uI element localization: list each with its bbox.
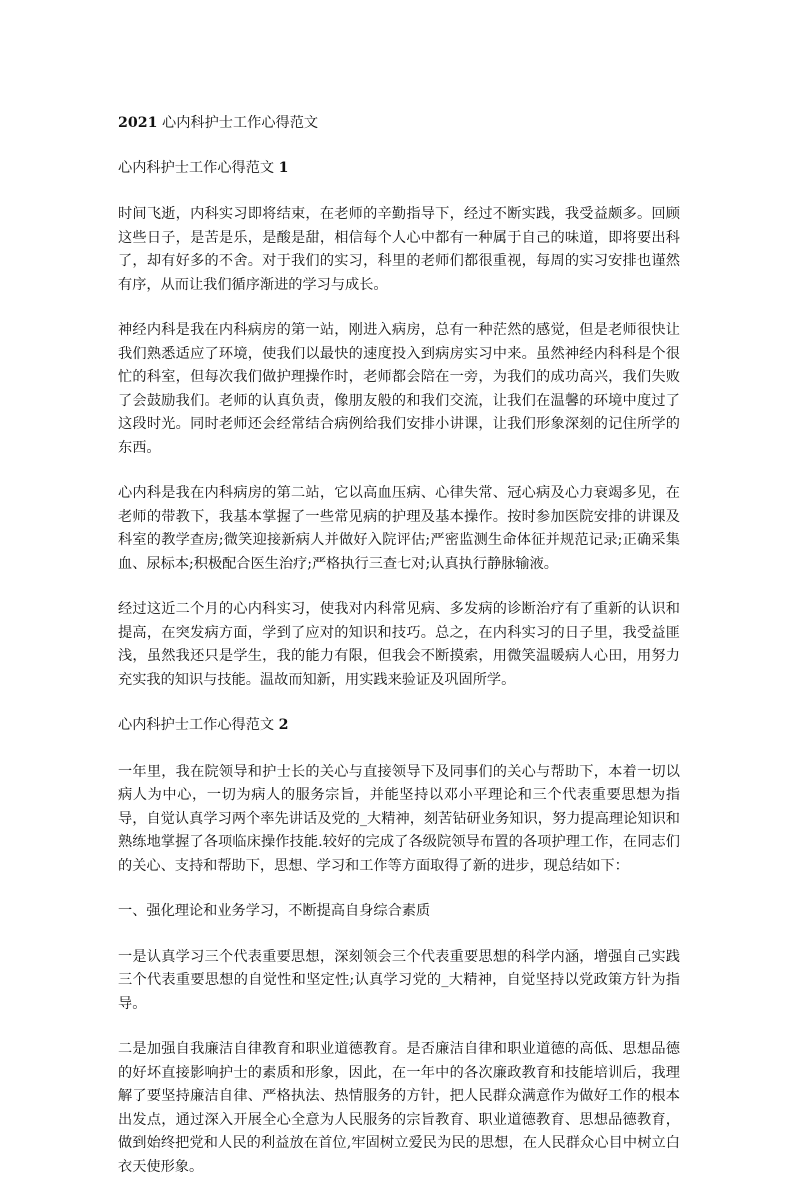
spacer <box>118 576 680 598</box>
section-2-paragraph-1: 一年里，我在院领导和护士长的关心与直接领导下及同事们的关心与帮助下，本着一切以病人为中心，一切为病人的服务宗旨，并能坚持以邓小平理论和三个代表重要思想为指导，自觉认真学习两个率先讲话及党的_大精神，刻苦钻研业务知识，努力提高理论知识和熟练地掌握了各项临床操作技能.较好的完成了各级院领导布置的各项护理工作，在同志们的关心、支持和帮助下，思想、学习和工作等方面取得了新的进步，现总结如下： <box>118 763 680 874</box>
spacer <box>118 738 680 761</box>
section-1-paragraph-2: 神经内科是我在内科病房的第一站，刚进入病房，总有一种茫然的感觉，但是老师很快让我们熟悉适应了环境，使我们以最快的速度投入到病房实习中来。虽然神经内科科是个很忙的科室，但每次我们做护理操作时，老师都会陪在一旁，为我们的成功高兴，我们失败了会鼓励我们。老师的认真负责，像朋友般的和我们交流，让我们在温馨的环境中度过了这段时光。同时老师还会经常结合病例给我们安排小讲课，让我们形象深刻的记住所学的东西。 <box>118 322 680 456</box>
spacer <box>118 136 680 157</box>
spacer <box>118 460 680 482</box>
section-2-subheading: 一、强化理论和业务学习，不断提高自身综合素质 <box>118 903 431 919</box>
section-1-heading-text: 心内科护士工作心得范文 <box>118 159 275 176</box>
spacer <box>118 180 680 203</box>
section-2-heading <box>118 714 680 738</box>
section-2-heading-number: 2 <box>278 717 289 733</box>
section-2-paragraph-2: 一是认真学习三个代表重要思想，深刻领会三个代表重要思想的科学内涵，增强自己实践三个代表重要思想的自觉性和坚定性;认真学习党的_大精神，自觉坚持以党政策方针为指导。 <box>118 948 680 1012</box>
document-title <box>118 112 680 136</box>
section-2-heading-text: 心内科护士工作心得范文 <box>118 717 275 733</box>
spacer <box>118 1016 680 1038</box>
spacer <box>118 692 680 714</box>
section-1-paragraph-1: 时间飞逝，内科实习即将结束，在老师的辛勤指导下，经过不断实践，我受益颇多。回顾这些日子，是苦是乐，是酸是甜，相信每个人心中都有一种属于自己的味道，即将要出科了，却有好多的不舍。对于我们的实习，科里的老师们都很重视，每周的实习安排也谨然有序，从而让我们循序渐进的学习与成长。 <box>118 206 680 293</box>
spacer <box>118 878 680 900</box>
section-1-paragraph-4: 经过这近二个月的心内科实习，使我对内科常见病、多发病的诊断治疗有了重新的认识和提高，在突发病方面，学到了应对的知识和技巧。总之，在内科实习的日子里，我受益匪浅，虽然我还只是学生，我的能力有限，但我会不断摸索，用微笑温暖病人心田，用努力充实我的知识与技能。温故而知新，用实践来验证及巩固所学。 <box>118 601 680 688</box>
document-title-year: 2021 <box>118 115 158 131</box>
spacer <box>118 297 680 319</box>
section-2-paragraph-3: 二是加强自我廉洁自律教育和职业道德教育。是否廉洁自律和职业道德的高低、思想品德的好坏直接影响护士的素质和形象，因此，在一年中的各次廉政教育和技能培训后，我理解了要坚持廉洁自律、严格执法、热情服务的方针，把人民群众满意作为做好工作的根本出发点，通过深入开展全心全意为人民服务的宗旨教育、职业道德教育、思想品德教育，做到始终把党和人民的利益放在首位,牢固树立爱民为民的思想，在人民群众心目中树立白衣天使形象。 <box>118 1041 680 1175</box>
spacer <box>118 924 680 946</box>
section-1-heading-number: 1 <box>278 159 289 176</box>
document-title-text: 心内科护士工作心得范文 <box>162 115 319 131</box>
document-page <box>118 112 680 1179</box>
section-1-heading <box>118 157 680 181</box>
section-1-paragraph-3: 心内科是我在内科病房的第二站，它以高血压病、心律失常、冠心病及心力衰竭多见，在老师的带教下，我基本掌握了一些常见病的护理及基本操作。按时参加医院安排的讲课及科室的教学查房;微笑迎接新病人并做好入院评估;严密监测生命体征并规范记录;正确采集血、尿标本;积极配合医生治疗;严格执行三查七对;认真执行静脉输液。 <box>118 485 680 572</box>
